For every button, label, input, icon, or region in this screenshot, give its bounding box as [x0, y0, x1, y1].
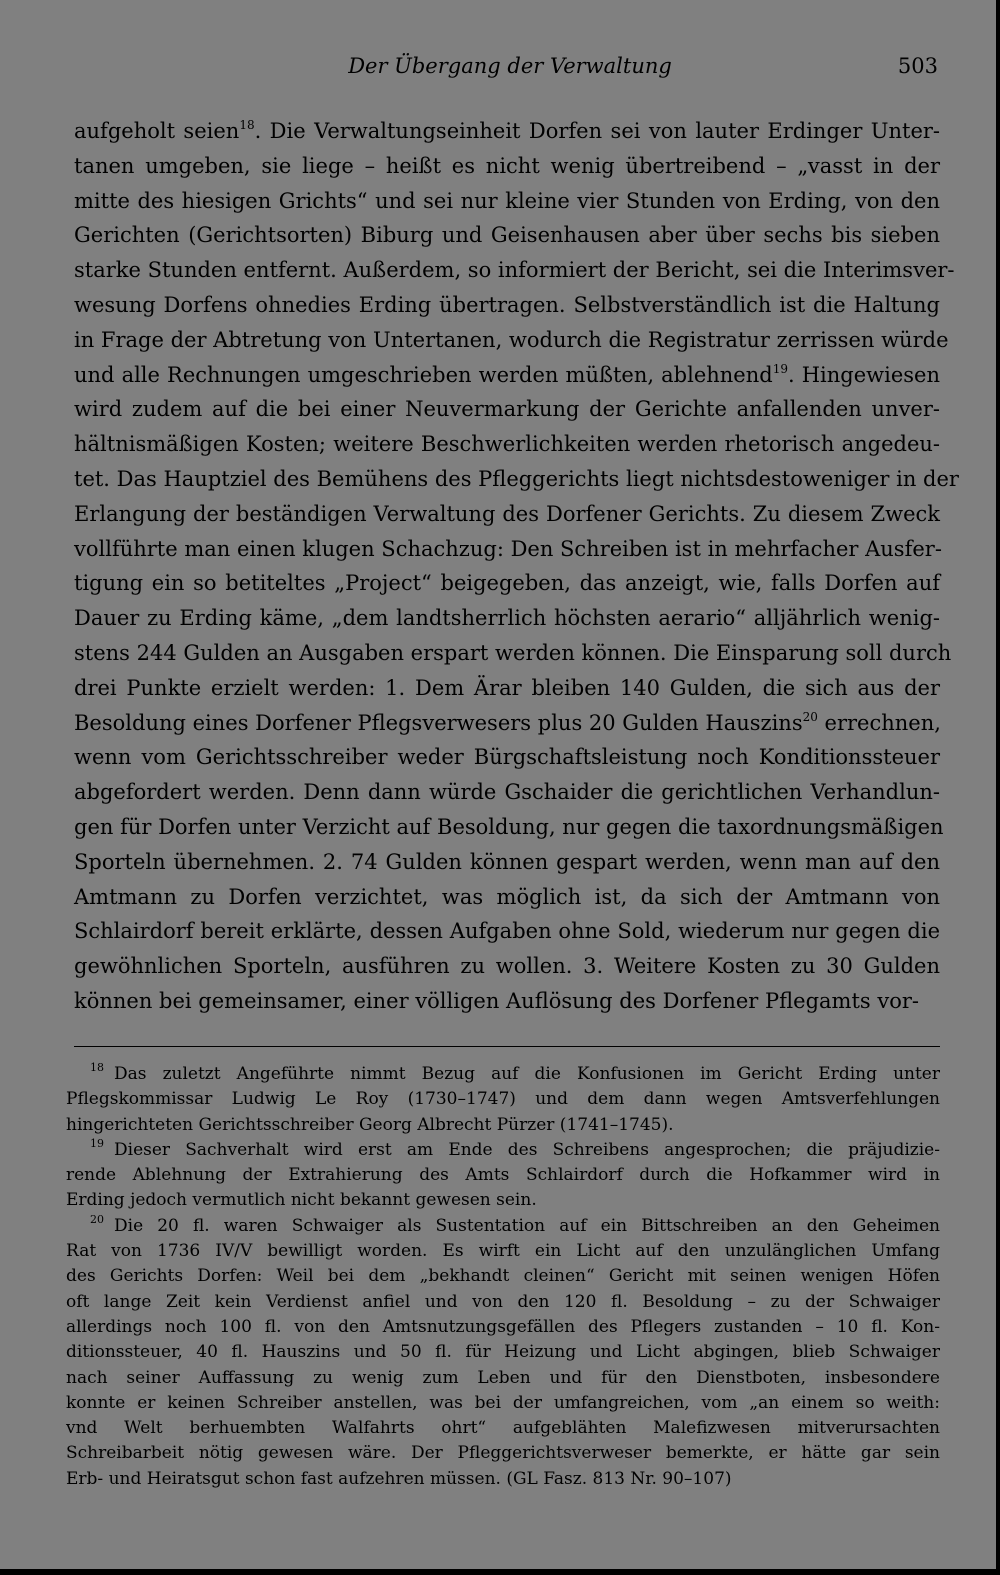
footnote-separator [74, 1046, 940, 1047]
footnote-line: nach seiner Auffassung zu wenig zum Leben und für den Dienstboten, insbesondere [66, 1367, 940, 1388]
footnote-line: Erb- und Heiratsgut schon fast aufzehren müssen. (GL Fasz. 813 Nr. 90–107) [66, 1468, 732, 1489]
footnote-line: $^{20}$ Die 20 fl. waren Schwaiger als Sustentation auf ein Bittschreiben an den Geheimen [90, 1212, 940, 1236]
footnote-reference: 19 [772, 361, 788, 376]
body-line: tanen umgeben, sie liege – heißt es nicht wenig übertreibend – „vasst in der [74, 153, 940, 178]
footnotes [66, 1062, 940, 1492]
footnote-line: $^{19}$ Dieser Sachverhalt wird erst am Ende des Schreibens angesprochen; die präjudizie- [90, 1136, 940, 1160]
body-line: hältnismäßigen Kosten; weitere Beschwerlichkeiten werden rhetorisch angedeu- [74, 432, 940, 457]
footnote-reference: 18 [239, 118, 255, 132]
body-line: abgefordert werden. Denn dann würde Gschaider die gerichtlichen Verhandlun- [74, 780, 940, 805]
body-line: Sporteln übernehmen. 2. 74 Gulden können gespart werden, wenn man auf den [74, 849, 940, 874]
footnote-number: 18 [90, 1061, 104, 1074]
body-line: mitte des hiesigen Grichts“ und sei nur kleine vier Stunden von Erding, von den [74, 188, 940, 213]
body-line: drei Punkte erzielt werden: 1. Dem Ärar bleiben 140 Gulden, die sich aus der [74, 675, 940, 700]
body-line: Schlairdorf bereit erklärte, dessen Aufgaben ohne Sold, wiederum nur gegen die [74, 919, 940, 944]
footnote [66, 1062, 940, 1138]
footnote-line: Erding jedoch vermutlich nicht bekannt gewesen sein. [66, 1190, 537, 1211]
footnote-line: hingerichteten Gerichtsschreiber Georg Albrecht Pürzer (1741–1745). [66, 1114, 674, 1135]
footnote-line: ditionssteuer, 40 fl. Hauszins und 50 fl. für Heizung und Licht abgingen, blieb Schwaiger [66, 1342, 940, 1363]
footnote-line: Schreibarbeit nötig gewesen wäre. Der Pfleggerichtsverweser bemerkte, er hätte gar sein [66, 1443, 940, 1464]
body-line: tet. Das Hauptziel des Bemühens des Pfleggerichts liegt nichtsdestoweniger in der [74, 466, 959, 491]
footnote-line: Rat von 1736 IV/V bewilligt worden. Es wirft ein Licht auf den unzulänglichen Umfang [66, 1241, 940, 1262]
footnote-line: oft lange Zeit kein Verdienst anfiel und von den 120 fl. Besoldung – zu der Schwaiger [66, 1291, 940, 1312]
footnote-number: 20 [90, 1212, 104, 1226]
body-line: wenn vom Gerichtsschreiber weder Bürgschaftsleistung noch Konditionssteuer [74, 745, 940, 770]
footnote-line: $^{18}$ Das zuletzt Angeführte nimmt Bezug auf die Konfusionen im Gericht Erding unter [90, 1061, 940, 1084]
body-line: wesung Dorfens ohnedies Erding übertragen. Selbstverständlich ist die Haltung [74, 292, 940, 317]
footnote [66, 1138, 940, 1214]
body-line: gen für Dorfen unter Verzicht auf Besoldung, nur gegen die taxordnungsmäßigen [74, 814, 944, 839]
body-line: Erlangung der beständigen Verwaltung des Dorfener Gerichts. Zu diesem Zweck [74, 501, 940, 526]
page-number: 503 [897, 54, 938, 78]
footnote-line: konnte er keinen Schreiber anstellen, was bei der umfangreichen, vom „an einem so weith: [66, 1392, 940, 1413]
body-line: Amtmann zu Dorfen verzichtet, was möglich ist, da sich der Amtmann von [74, 884, 940, 909]
footnote-line: allerdings noch 100 fl. von den Amtsnutzungsgefällen des Pflegers zustanden – 10 fl. Kon- [66, 1316, 940, 1337]
body-line: können bei gemeinsamer, einer völligen Auflösung des Dorfener Pflegamts vor- [74, 988, 919, 1013]
body-line: tigung ein so betiteltes „Project“ beigegeben, das anzeigt, wie, falls Dorfen auf [74, 571, 940, 596]
footnote-line: vnd Welt berhuembten Walfahrts ohrt“ aufgeblähten Malefizwesen mitverursachten [66, 1418, 940, 1439]
body-line: vollführte man einen klugen Schachzug: Den Schreiben ist in mehrfacher Ausfer- [74, 536, 942, 561]
body-line: Gerichten (Gerichtsorten) Biburg und Geisenhausen aber über sechs bis sieben [74, 223, 940, 248]
footnote-line: Pflegskommissar Ludwig Le Roy (1730–1747) und dem dann wegen Amtsverfehlungen [66, 1089, 940, 1110]
footnote-number: 19 [90, 1136, 104, 1150]
body-line: in Frage der Abtretung von Untertanen, wodurch die Registratur zerrissen würde [74, 327, 949, 352]
body-line: gewöhnlichen Sporteln, ausführen zu wollen. 3. Weitere Kosten zu 30 Gulden [74, 954, 940, 979]
footnote-reference: 20 [802, 709, 818, 724]
body-line: und alle Rechnungen umgeschrieben werden müßten, ablehnend$^{19}$. Hingewiesen [74, 361, 941, 387]
footnote [66, 1214, 940, 1492]
body-line: wird zudem auf die bei einer Neuvermarkung der Gerichte anfallenden unver- [74, 397, 940, 422]
body-line: Dauer zu Erding käme, „dem landtsherrlich höchsten aerario“ alljährlich wenig- [74, 606, 940, 631]
body-line: stens 244 Gulden an Ausgaben erspart werden können. Die Einsparung soll durch [74, 640, 952, 665]
running-header [0, 48, 996, 84]
footnote-line: rende Ablehnung der Extrahierung des Amts Schlairdorf durch die Hofkammer wird in [66, 1165, 940, 1186]
body-line: Besoldung eines Dorfener Pflegsverwesers plus 20 Gulden Hauszins$^{20}$ errechnen, [74, 709, 941, 735]
body-line: starke Stunden entfernt. Außerdem, so informiert der Bericht, sei die Interimsver- [74, 258, 955, 283]
body-line: aufgeholt seien$^{18}$. Die Verwaltungseinheit Dorfen sei von lauter Erdinger Unter- [74, 118, 941, 143]
footnote-line: des Gerichts Dorfen: Weil bei dem „bekhandt cleinen“ Gericht mit seinen wenigen Höfen [66, 1266, 940, 1287]
running-title: Der Übergang der Verwaltung [348, 54, 672, 78]
main-text [74, 114, 959, 1019]
